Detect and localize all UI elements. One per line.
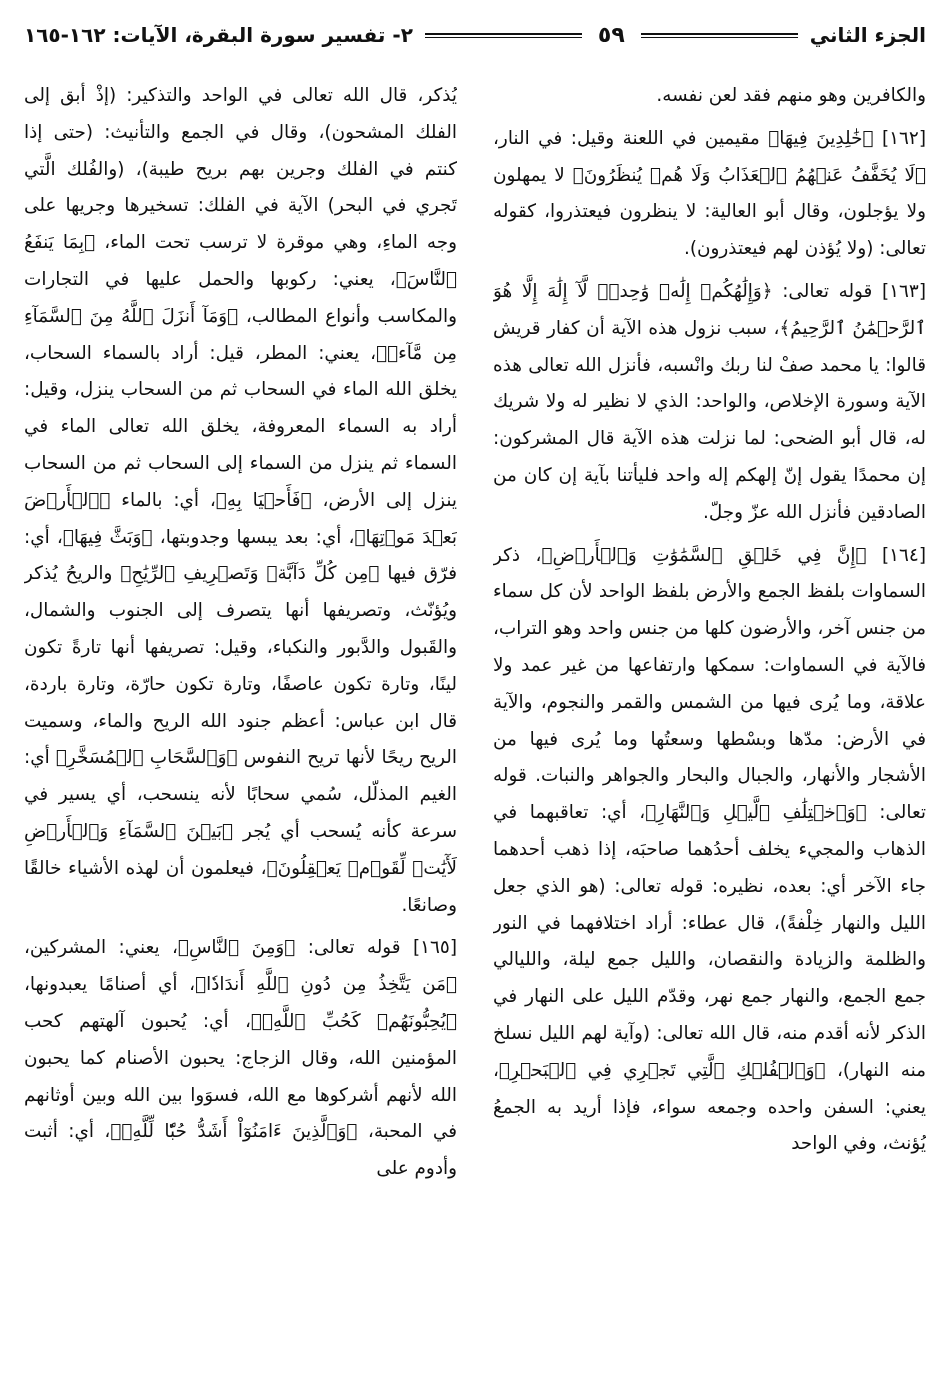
page-header <box>24 14 926 56</box>
header-rule-left <box>425 33 582 38</box>
paragraph-165: [١٦٥] قوله تعالى: ﴿وَمِنَ ٱلنَّاسِ﴾، يعني: المشركين، ﴿مَن يَتَّخِذُ مِن دُونِ ٱللَّهِ أَندَادٗا﴾، أي أصنامًا يعبدونها، ﴿يُحِبُّونَهُمۡ كَحُبِّ ٱللَّهِۖ﴾، أي: يُحبون آلهتهم كحب المؤمنين الله، وقال الزجاج: يحبون الأصنام كما يحبون الله لأنهم أشركوها مع الله، فسوَوا بين الله وبين أوثانهم في المحبة، ﴿وَٱلَّذِينَ ءَامَنُوٓاْ أَشَدُّ حُبّٗا لِّلَّهِۗ﴾، أي: أثبت وأدوم على <box>24 937 457 1180</box>
header-rule-right <box>641 33 798 38</box>
paragraph: يُذكر، قال الله تعالى في الواحد والتذكير: (إذْ أبق إلى الفلك المشحون)، وقال في الجمع والتأنيث: (حتى إذا كنتم في الفلك وجرين بهم بريح طيبة)، (والفُلك الَّتي تَجري في البحر) الآية في الفلك: تسخيرها وجريها على وجه الماءِ، وهي موقرة لا ترسب تحت الماء، ﴿بِمَا يَنفَعُ ٱلنَّاسَ﴾، يعني: ركوبها والحمل عليها في التجارات والمكاسب وأنواع المطالب، ﴿وَمَآ أَنزَلَ ٱللَّهُ مِنَ ٱلسَّمَآءِ مِن مَّآءٖ﴾، يعني: المطر، قيل: أراد بالسماء السحاب، يخلق الله الماء في السحاب ثم من السحاب ينزل، وقيل: أراد به السماء المعروفة، يخلق الله تعالى الماء في السماء ثم ينزل من السماء إلى السحاب ثم من السحاب ينزل إلى الأرض، ﴿فَأَحۡيَا بِهِ﴾، أي: بالماء ﴿ٱلۡأَرۡضَ بَعۡدَ مَوۡتِهَا﴾، أي: بعد يبسها وجدوبتها، ﴿وَبَثَّ فِيهَا﴾، أي: فرّق فيها ﴿مِن كُلِّ دَآبَّةٖ وَتَصۡرِيفِ ٱلرِّيَٰحِ﴾ والريحُ يُذكر ويُؤنّث، وتصريفها أنها يتصرف إلى الجنوب والشمال، والقَبول والدَّبور والنكباء، وقيل: تصريفها أنها تارةً تكون لينًا، وتارة تكون عاصفًا، وتارة تكون حارّة، وتارة باردة، قال ابن عباس: أعظم جنود الله الريح والماء، وسميت الريح ريحًا لأنها تريح النفوس ﴿وَٱلسَّحَابِ ٱلۡمُسَخَّرِ﴾ أي: الغيم المذلّل، سُمي سحابًا لأنه ينسحب، أي يسير في سرعة كأنه يُسحب أي يُجر ﴿بَيۡنَ ٱلسَّمَآءِ وَٱلۡأَرۡضِ لَأٓيَٰتٖ لِّقَوۡمٖ يَعۡقِلُونَ﴾، فيعلمون أن لهذه الأشياء خالقًا وصانعًا. <box>24 85 457 916</box>
text-columns <box>24 78 926 1188</box>
paragraph: والكافرين وهو منهم فقد لعن نفسه. <box>656 85 926 106</box>
paragraph-164: [١٦٤] ﴿إِنَّ فِي خَلۡقِ ٱلسَّمَٰوَٰتِ وَٱلۡأَرۡضِ﴾، ذكر السماوات بلفظ الجمع والأرض بلفظ الواحد لأن كل سماء من جنس آخر، والأرضون كلها من جنس واحد وهو التراب، فالآية في السماوات: سمكها وارتفاعها من غير عمد ولا علاقة، وما يُرى فيها من الشمس والقمر والنجوم، والآية في الأرض: مدّها وبسْطها وسعتُها وما يُرى فيها من الأشجار والأنهار، والجبال والبحار والجواهر والنبات. قوله تعالى: ﴿وَٱخۡتِلَٰفِ ٱلَّيۡلِ وَٱلنَّهَارِ﴾، أي: تعاقبهما في الذهاب والمجيء يخلف أحدُهما صاحبَه، إذا ذهب أحدهما جاء الآخر أي: بعده، نظيره: قوله تعالى: (هو الذي جعل الليل والنهار خِلْفةً)، قال عطاء: أراد اختلافهما في النور والظلمة والزيادة والنقصان، والليل جمع ليلة، والليالي جمع الجمع، والنهار جمع نهر، وقدّم الليل على النهار في الذكر لأنه أقدم منه، قال الله تعالى: (وآية لهم الليل نسلخ منه النهار)، ﴿وَٱلۡفُلۡكِ ٱلَّتِي تَجۡرِي فِي ٱلۡبَحۡرِ﴾، يعني: السفن واحده وجمعه سواء، فإذا أريد به الجمعُ يُؤنث، وفي الواحد <box>493 544 926 1155</box>
surah-title: ٢- تفسير سورة البقرة، الآيات: ١٦٢-١٦٥ <box>23 23 413 47</box>
right-column <box>493 78 926 1188</box>
paragraph-162: [١٦٢] ﴿خَٰلِدِينَ فِيهَا﴾ مقيمين في اللعنة وقيل: في النار، ﴿لَا يُخَفَّفُ عَنۡهُمُ ٱلۡعَذَابُ وَلَا هُمۡ يُنظَرُونَ﴾ لا يمهلون ولا يؤجلون، وقال أبو العالية: لا ينظرون فيعتذروا، كقوله تعالى: (ولا يُؤذن لهم فيعتذرون). <box>493 127 926 260</box>
left-column <box>24 78 457 1188</box>
part-label: الجزء الثاني <box>809 23 926 47</box>
paragraph-163: [١٦٣] قوله تعالى: ﴿وَإِلَٰهُكُمۡ إِلَٰهٞ وَٰحِدٞۖ لَّآ إِلَٰهَ إِلَّا هُوَ ٱلرَّحۡمَٰنُ ٱلرَّحِيمُ﴾، سبب نزول هذه الآية أن كفار قريش قالوا: يا محمد صفْ لنا ربك وانْسبه، فأنزل الله تعالى هذه الآية وسورة الإخلاص، والواحد: الذي لا نظير له ولا شريك له، قال أبو الضحى: لما نزلت هذه الآية قال المشركون: إن محمدًا يقول إنّ إلهكم إله واحد فليأتنا بآية إن كان من الصادقين فأنزل الله عزّ وجلّ. <box>493 280 926 523</box>
page-number: ٥٩ <box>597 22 625 48</box>
